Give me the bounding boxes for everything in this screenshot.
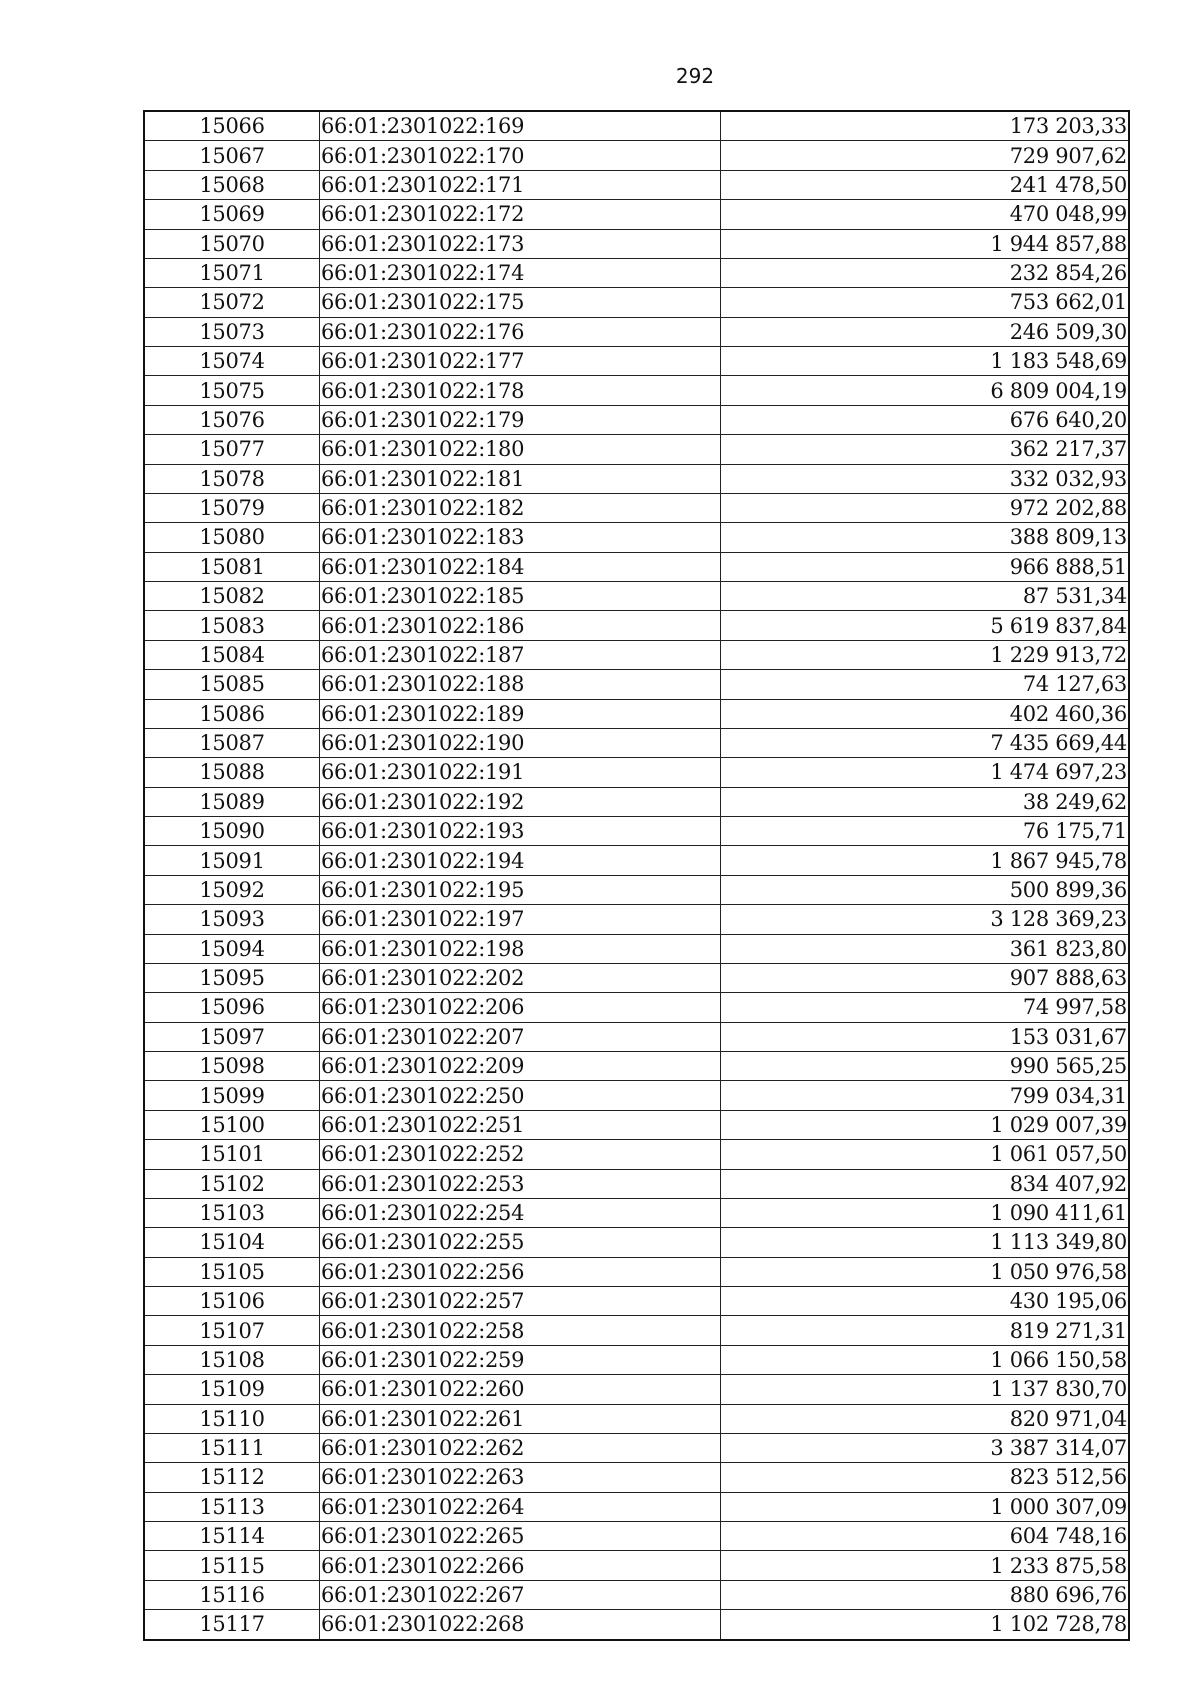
row-number-cell: 15075 [144, 376, 320, 405]
cadastral-number-cell: 66:01:2301022:254 [320, 1198, 721, 1227]
cadastral-number-cell: 66:01:2301022:258 [320, 1316, 721, 1345]
table-row [144, 1463, 1129, 1492]
table-row [144, 523, 1129, 552]
row-number-cell: 15095 [144, 963, 320, 992]
cadastral-number-cell: 66:01:2301022:178 [320, 376, 721, 405]
cadastral-number-cell: 66:01:2301022:261 [320, 1404, 721, 1433]
cadastral-number-cell: 66:01:2301022:173 [320, 229, 721, 258]
table-row [144, 493, 1129, 522]
row-number-cell: 15092 [144, 875, 320, 904]
table-row [144, 963, 1129, 992]
row-number-cell: 15105 [144, 1257, 320, 1286]
table-row [144, 1140, 1129, 1169]
row-number-cell: 15104 [144, 1228, 320, 1257]
cadastral-number-cell: 66:01:2301022:175 [320, 288, 721, 317]
cadastral-value-cell: 834 407,92 [721, 1169, 1130, 1198]
cadastral-value-cell: 430 195,06 [721, 1287, 1130, 1316]
row-number-cell: 15101 [144, 1140, 320, 1169]
row-number-cell: 15089 [144, 787, 320, 816]
row-number-cell: 15112 [144, 1463, 320, 1492]
table-row [144, 817, 1129, 846]
cadastral-value-cell: 1 113 349,80 [721, 1228, 1130, 1257]
cadastral-number-cell: 66:01:2301022:251 [320, 1110, 721, 1139]
cadastral-value-cell: 1 474 697,23 [721, 758, 1130, 787]
cadastral-number-cell: 66:01:2301022:172 [320, 200, 721, 229]
registry-table-body [144, 111, 1129, 1640]
cadastral-value-cell: 5 619 837,84 [721, 611, 1130, 640]
table-row [144, 1345, 1129, 1374]
cadastral-value-cell: 676 640,20 [721, 405, 1130, 434]
row-number-cell: 15107 [144, 1316, 320, 1345]
table-row [144, 1287, 1129, 1316]
cadastral-number-cell: 66:01:2301022:182 [320, 493, 721, 522]
row-number-cell: 15066 [144, 111, 320, 141]
cadastral-value-cell: 76 175,71 [721, 817, 1130, 846]
row-number-cell: 15080 [144, 523, 320, 552]
cadastral-value-cell: 361 823,80 [721, 934, 1130, 963]
row-number-cell: 15082 [144, 582, 320, 611]
row-number-cell: 15081 [144, 552, 320, 581]
row-number-cell: 15073 [144, 317, 320, 346]
row-number-cell: 15077 [144, 435, 320, 464]
table-row [144, 1433, 1129, 1462]
row-number-cell: 15097 [144, 1022, 320, 1051]
cadastral-number-cell: 66:01:2301022:188 [320, 670, 721, 699]
cadastral-value-cell: 1 061 057,50 [721, 1140, 1130, 1169]
cadastral-value-cell: 3 387 314,07 [721, 1433, 1130, 1462]
table-row [144, 582, 1129, 611]
cadastral-value-cell: 820 971,04 [721, 1404, 1130, 1433]
cadastral-value-cell: 1 050 976,58 [721, 1257, 1130, 1286]
cadastral-number-cell: 66:01:2301022:181 [320, 464, 721, 493]
row-number-cell: 15069 [144, 200, 320, 229]
cadastral-number-cell: 66:01:2301022:191 [320, 758, 721, 787]
cadastral-number-cell: 66:01:2301022:180 [320, 435, 721, 464]
table-row [144, 1551, 1129, 1580]
cadastral-number-cell: 66:01:2301022:190 [320, 728, 721, 757]
table-row [144, 317, 1129, 346]
cadastral-value-cell: 753 662,01 [721, 288, 1130, 317]
table-row [144, 552, 1129, 581]
row-number-cell: 15094 [144, 934, 320, 963]
cadastral-value-cell: 1 000 307,09 [721, 1492, 1130, 1521]
cadastral-number-cell: 66:01:2301022:176 [320, 317, 721, 346]
cadastral-value-cell: 7 435 669,44 [721, 728, 1130, 757]
cadastral-value-cell: 819 271,31 [721, 1316, 1130, 1345]
row-number-cell: 15098 [144, 1052, 320, 1081]
table-row [144, 875, 1129, 904]
table-row [144, 846, 1129, 875]
cadastral-number-cell: 66:01:2301022:255 [320, 1228, 721, 1257]
cadastral-number-cell: 66:01:2301022:195 [320, 875, 721, 904]
row-number-cell: 15076 [144, 405, 320, 434]
table-row [144, 905, 1129, 934]
cadastral-number-cell: 66:01:2301022:260 [320, 1375, 721, 1404]
row-number-cell: 15110 [144, 1404, 320, 1433]
cadastral-number-cell: 66:01:2301022:187 [320, 640, 721, 669]
cadastral-number-cell: 66:01:2301022:189 [320, 699, 721, 728]
table-row [144, 993, 1129, 1022]
row-number-cell: 15079 [144, 493, 320, 522]
row-number-cell: 15103 [144, 1198, 320, 1227]
cadastral-value-cell: 966 888,51 [721, 552, 1130, 581]
table-row [144, 611, 1129, 640]
table-row [144, 200, 1129, 229]
table-row [144, 1375, 1129, 1404]
cadastral-value-cell: 1 066 150,58 [721, 1345, 1130, 1374]
row-number-cell: 15096 [144, 993, 320, 1022]
cadastral-value-cell: 332 032,93 [721, 464, 1130, 493]
cadastral-number-cell: 66:01:2301022:263 [320, 1463, 721, 1492]
cadastral-number-cell: 66:01:2301022:250 [320, 1081, 721, 1110]
cadastral-value-cell: 1 183 548,69 [721, 347, 1130, 376]
cadastral-number-cell: 66:01:2301022:174 [320, 258, 721, 287]
row-number-cell: 15102 [144, 1169, 320, 1198]
table-row [144, 934, 1129, 963]
table-row [144, 1081, 1129, 1110]
cadastral-number-cell: 66:01:2301022:177 [320, 347, 721, 376]
page-number: 292 [675, 64, 715, 88]
row-number-cell: 15111 [144, 1433, 320, 1462]
table-row [144, 1110, 1129, 1139]
row-number-cell: 15070 [144, 229, 320, 258]
table-row [144, 758, 1129, 787]
table-row [144, 670, 1129, 699]
table-row [144, 405, 1129, 434]
cadastral-number-cell: 66:01:2301022:253 [320, 1169, 721, 1198]
row-number-cell: 15088 [144, 758, 320, 787]
cadastral-number-cell: 66:01:2301022:268 [320, 1610, 721, 1640]
row-number-cell: 15084 [144, 640, 320, 669]
table-row [144, 170, 1129, 199]
cadastral-number-cell: 66:01:2301022:184 [320, 552, 721, 581]
cadastral-value-cell: 470 048,99 [721, 200, 1130, 229]
table-row [144, 1198, 1129, 1227]
row-number-cell: 15078 [144, 464, 320, 493]
cadastral-number-cell: 66:01:2301022:206 [320, 993, 721, 1022]
table-row [144, 1228, 1129, 1257]
row-number-cell: 15083 [144, 611, 320, 640]
row-number-cell: 15090 [144, 817, 320, 846]
cadastral-number-cell: 66:01:2301022:179 [320, 405, 721, 434]
row-number-cell: 15072 [144, 288, 320, 317]
cadastral-number-cell: 66:01:2301022:264 [320, 1492, 721, 1521]
row-number-cell: 15068 [144, 170, 320, 199]
cadastral-value-cell: 880 696,76 [721, 1580, 1130, 1609]
cadastral-number-cell: 66:01:2301022:265 [320, 1522, 721, 1551]
cadastral-number-cell: 66:01:2301022:194 [320, 846, 721, 875]
table-row [144, 347, 1129, 376]
cadastral-number-cell: 66:01:2301022:252 [320, 1140, 721, 1169]
cadastral-value-cell: 1 137 830,70 [721, 1375, 1130, 1404]
cadastral-value-cell: 972 202,88 [721, 493, 1130, 522]
cadastral-number-cell: 66:01:2301022:198 [320, 934, 721, 963]
cadastral-value-cell: 1 102 728,78 [721, 1610, 1130, 1640]
cadastral-value-cell: 500 899,36 [721, 875, 1130, 904]
cadastral-value-cell: 153 031,67 [721, 1022, 1130, 1051]
table-row [144, 376, 1129, 405]
table-row [144, 1022, 1129, 1051]
table-row [144, 1404, 1129, 1433]
row-number-cell: 15100 [144, 1110, 320, 1139]
row-number-cell: 15067 [144, 141, 320, 170]
cadastral-number-cell: 66:01:2301022:183 [320, 523, 721, 552]
cadastral-number-cell: 66:01:2301022:169 [320, 111, 721, 141]
table-row [144, 288, 1129, 317]
cadastral-number-cell: 66:01:2301022:257 [320, 1287, 721, 1316]
cadastral-value-cell: 246 509,30 [721, 317, 1130, 346]
cadastral-value-cell: 799 034,31 [721, 1081, 1130, 1110]
cadastral-value-cell: 1 867 945,78 [721, 846, 1130, 875]
table-row [144, 435, 1129, 464]
cadastral-value-cell: 823 512,56 [721, 1463, 1130, 1492]
cadastral-number-cell: 66:01:2301022:267 [320, 1580, 721, 1609]
table-row [144, 111, 1129, 141]
cadastral-value-cell: 990 565,25 [721, 1052, 1130, 1081]
cadastral-value-cell: 388 809,13 [721, 523, 1130, 552]
cadastral-value-cell: 173 203,33 [721, 111, 1130, 141]
table-row [144, 1169, 1129, 1198]
cadastral-value-cell: 1 229 913,72 [721, 640, 1130, 669]
row-number-cell: 15093 [144, 905, 320, 934]
cadastral-number-cell: 66:01:2301022:266 [320, 1551, 721, 1580]
cadastral-value-cell: 1 029 007,39 [721, 1110, 1130, 1139]
cadastral-number-cell: 66:01:2301022:171 [320, 170, 721, 199]
row-number-cell: 15087 [144, 728, 320, 757]
row-number-cell: 15091 [144, 846, 320, 875]
row-number-cell: 15114 [144, 1522, 320, 1551]
row-number-cell: 15115 [144, 1551, 320, 1580]
cadastral-value-cell: 1 944 857,88 [721, 229, 1130, 258]
cadastral-value-cell: 1 233 875,58 [721, 1551, 1130, 1580]
table-row [144, 1492, 1129, 1521]
cadastral-number-cell: 66:01:2301022:186 [320, 611, 721, 640]
cadastral-number-cell: 66:01:2301022:193 [320, 817, 721, 846]
row-number-cell: 15109 [144, 1375, 320, 1404]
row-number-cell: 15074 [144, 347, 320, 376]
cadastral-number-cell: 66:01:2301022:262 [320, 1433, 721, 1462]
cadastral-value-cell: 74 127,63 [721, 670, 1130, 699]
row-number-cell: 15085 [144, 670, 320, 699]
table-row [144, 787, 1129, 816]
table-row [144, 1052, 1129, 1081]
row-number-cell: 15099 [144, 1081, 320, 1110]
row-number-cell: 15086 [144, 699, 320, 728]
table-row [144, 1522, 1129, 1551]
row-number-cell: 15106 [144, 1287, 320, 1316]
cadastral-value-cell: 3 128 369,23 [721, 905, 1130, 934]
cadastral-number-cell: 66:01:2301022:185 [320, 582, 721, 611]
table-row [144, 728, 1129, 757]
cadastral-number-cell: 66:01:2301022:259 [320, 1345, 721, 1374]
cadastral-value-cell: 74 997,58 [721, 993, 1130, 1022]
cadastral-number-cell: 66:01:2301022:256 [320, 1257, 721, 1286]
cadastral-value-cell: 729 907,62 [721, 141, 1130, 170]
row-number-cell: 15116 [144, 1580, 320, 1609]
table-row [144, 1257, 1129, 1286]
cadastral-value-cell: 362 217,37 [721, 435, 1130, 464]
cadastral-value-cell: 38 249,62 [721, 787, 1130, 816]
cadastral-number-cell: 66:01:2301022:170 [320, 141, 721, 170]
table-row [144, 1610, 1129, 1640]
row-number-cell: 15117 [144, 1610, 320, 1640]
cadastral-value-cell: 907 888,63 [721, 963, 1130, 992]
cadastral-value-cell: 1 090 411,61 [721, 1198, 1130, 1227]
cadastral-value-cell: 604 748,16 [721, 1522, 1130, 1551]
row-number-cell: 15071 [144, 258, 320, 287]
cadastral-value-cell: 402 460,36 [721, 699, 1130, 728]
cadastral-number-cell: 66:01:2301022:202 [320, 963, 721, 992]
cadastral-number-cell: 66:01:2301022:209 [320, 1052, 721, 1081]
table-row [144, 258, 1129, 287]
cadastral-value-cell: 241 478,50 [721, 170, 1130, 199]
table-row [144, 640, 1129, 669]
cadastral-value-cell: 232 854,26 [721, 258, 1130, 287]
row-number-cell: 15108 [144, 1345, 320, 1374]
table-row [144, 1580, 1129, 1609]
registry-table [143, 110, 1130, 1641]
table-row [144, 699, 1129, 728]
table-row [144, 141, 1129, 170]
table-row [144, 464, 1129, 493]
table-row [144, 1316, 1129, 1345]
cadastral-number-cell: 66:01:2301022:192 [320, 787, 721, 816]
table-row [144, 229, 1129, 258]
cadastral-value-cell: 6 809 004,19 [721, 376, 1130, 405]
cadastral-number-cell: 66:01:2301022:197 [320, 905, 721, 934]
cadastral-value-cell: 87 531,34 [721, 582, 1130, 611]
cadastral-number-cell: 66:01:2301022:207 [320, 1022, 721, 1051]
row-number-cell: 15113 [144, 1492, 320, 1521]
